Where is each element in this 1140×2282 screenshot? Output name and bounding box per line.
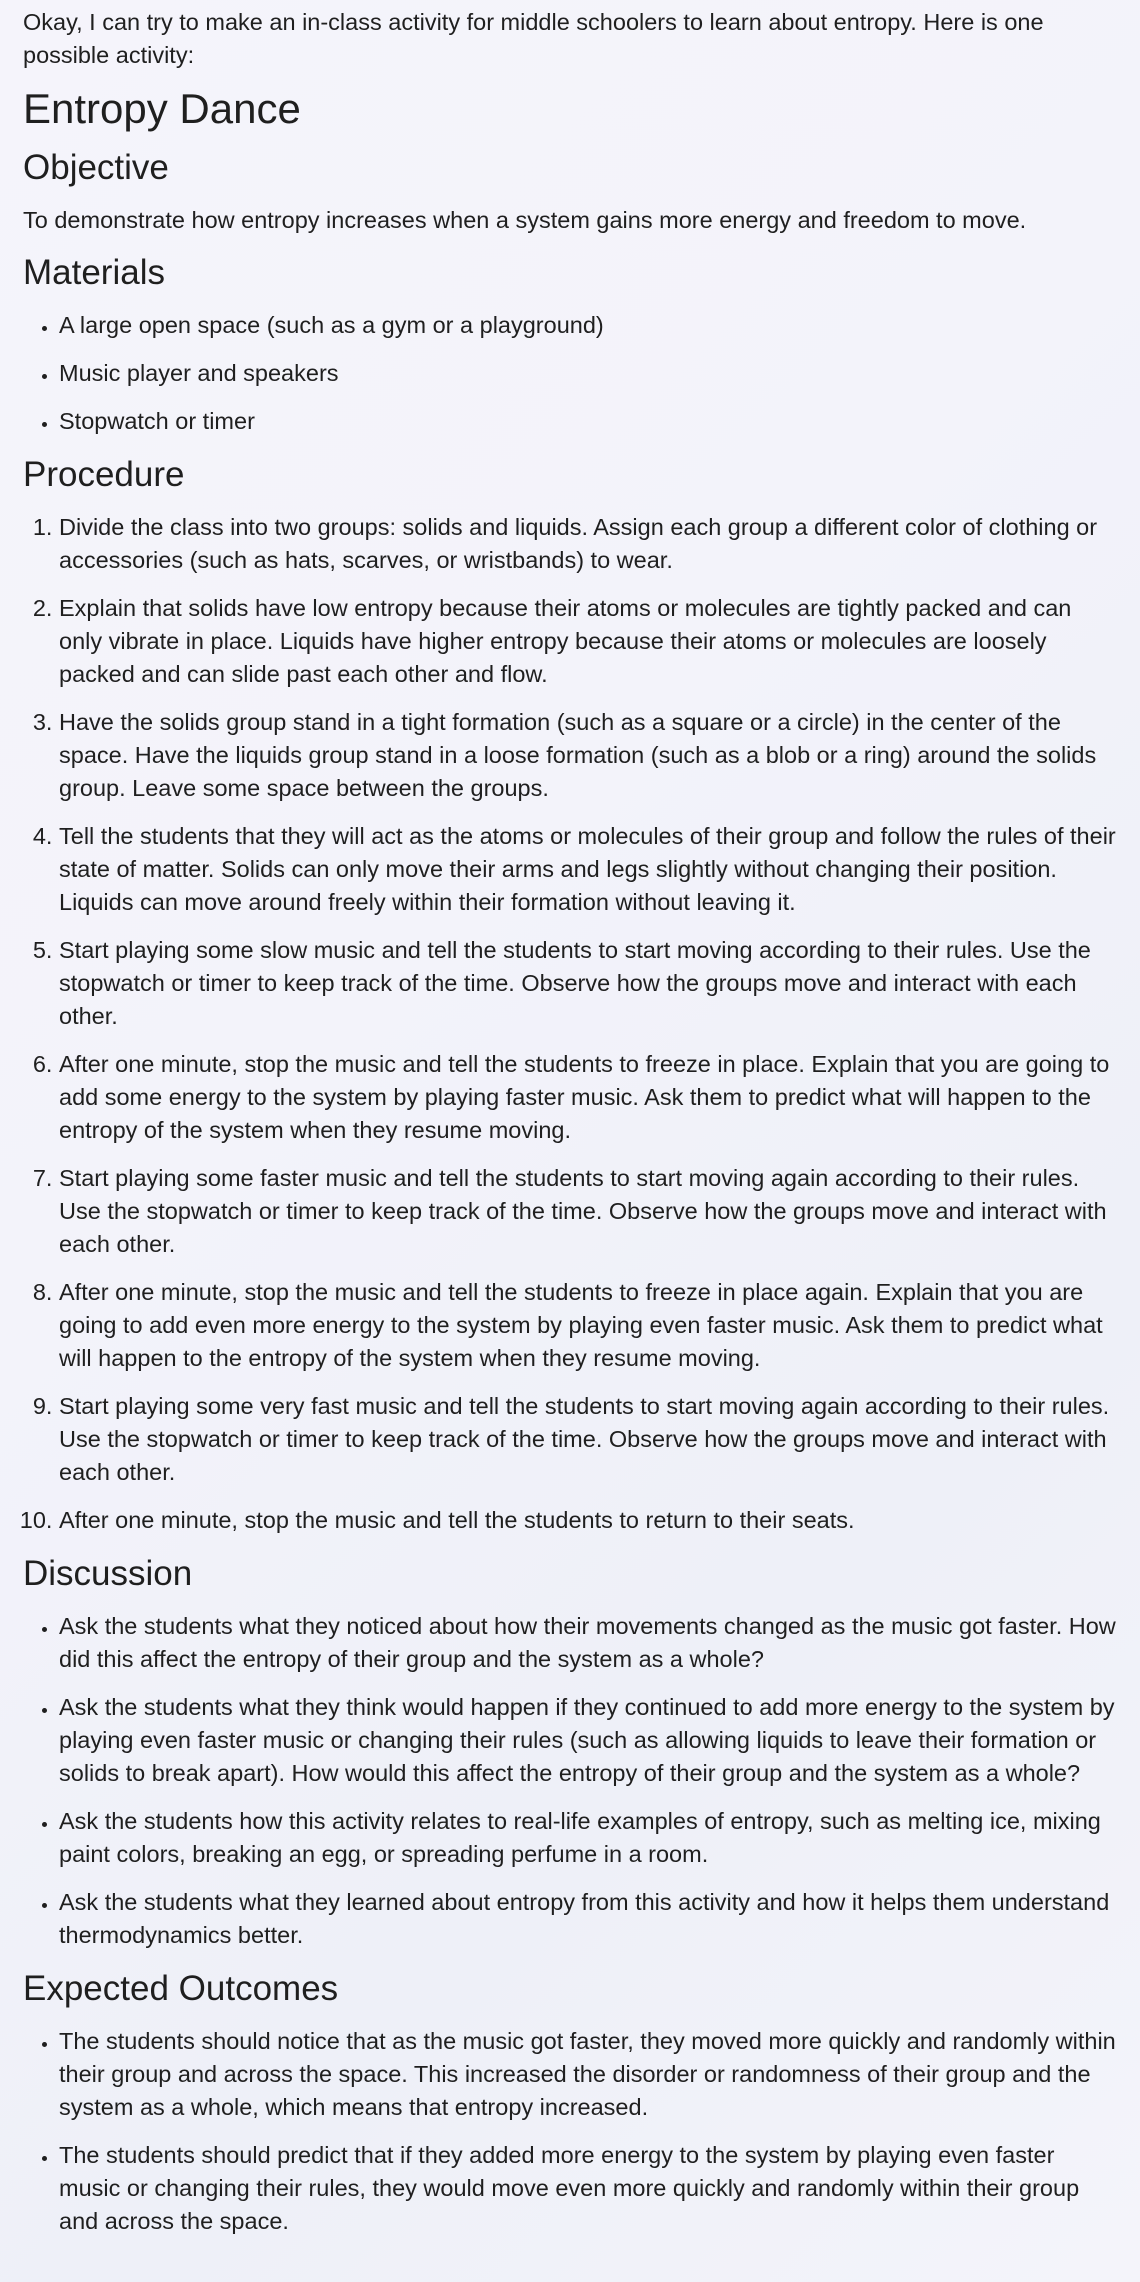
objective-text: To demonstrate how entropy increases when a system gains more energy and freedom to move. <box>23 207 1027 233</box>
objective-heading: Objective <box>23 148 169 187</box>
outcomes-list <box>23 2025 1118 2238</box>
list-item: • The students should notice that as the music got faster, they moved more quickly and randomly within their group and across the space. This increased the disorder or randomness of their group and the system as a whole, which means that entropy increased. <box>59 2025 1118 2124</box>
expected-outcomes-heading: Expected Outcomes <box>23 1969 339 2008</box>
list-item: • Stopwatch or timer <box>59 405 1118 438</box>
list-item: • A large open space (such as a gym or a playground) <box>59 309 1118 342</box>
list-item: • The students should predict that if they added more energy to the system by playing even faster music or changing their rules, they would move even more quickly and randomly within their group and across the space. <box>59 2139 1118 2238</box>
procedure-step: 6. After one minute, stop the music and tell the students to freeze in place. Explain that you are going to add some energy to the system by playing faster music. Ask them to predict what will happen to the entropy of the system when they resume moving. <box>59 1048 1118 1147</box>
procedure-step: 7. Start playing some faster music and tell the students to start moving again according to their rules. Use the stopwatch or timer to keep track of the time. Observe how the groups move and interact with each other. <box>59 1162 1118 1261</box>
procedure-list <box>23 511 1118 1537</box>
materials-heading: Materials <box>23 253 165 292</box>
discussion-heading: Discussion <box>23 1554 193 1593</box>
list-item: • Ask the students what they noticed about how their movements changed as the music got faster. How did this affect the entropy of their group and the system as a whole? <box>59 1610 1118 1676</box>
activity-title: Entropy Dance <box>23 85 301 132</box>
procedure-step: 9. Start playing some very fast music and tell the students to start moving again according to their rules. Use the stopwatch or timer to keep track of the time. Observe how the groups move and interact with each other. <box>59 1390 1118 1489</box>
discussion-list <box>23 1610 1118 1952</box>
procedure-heading: Procedure <box>23 455 185 494</box>
procedure-step: 2. Explain that solids have low entropy because their atoms or molecules are tightly packed and can only vibrate in place. Liquids have higher entropy because their atoms or molecules are loosely packed and can slide past each other and flow. <box>59 592 1118 691</box>
procedure-step: 10. After one minute, stop the music and tell the students to return to their seats. <box>59 1504 1118 1537</box>
procedure-step: 1. Divide the class into two groups: solids and liquids. Assign each group a different color of clothing or accessories (such as hats, scarves, or wristbands) to wear. <box>59 511 1118 577</box>
materials-list <box>23 309 1118 438</box>
procedure-step: 5. Start playing some slow music and tell the students to start moving according to their rules. Use the stopwatch or timer to keep track of the time. Observe how the groups move and interact with each other. <box>59 934 1118 1033</box>
list-item: • Ask the students what they learned about entropy from this activity and how it helps them understand thermodynamics better. <box>59 1886 1118 1952</box>
procedure-step: 3. Have the solids group stand in a tight formation (such as a square or a circle) in the center of the space. Have the liquids group stand in a loose formation (such as a blob or a ring) around the solids group. Leave some space between the groups. <box>59 706 1118 805</box>
list-item: • Ask the students what they think would happen if they continued to add more energy to the system by playing even faster music or changing their rules (such as allowing liquids to leave their formation or solids to break apart). How would this affect the entropy of their group and the system as a whole? <box>59 1691 1118 1790</box>
procedure-step: 4. Tell the students that they will act as the atoms or molecules of their group and follow the rules of their state of matter. Solids can only move their arms and legs slightly without changing their position. Liquids can move around freely within their formation without leaving it. <box>59 820 1118 919</box>
list-item: • Ask the students how this activity relates to real-life examples of entropy, such as melting ice, mixing paint colors, breaking an egg, or spreading perfume in a room. <box>59 1805 1118 1871</box>
intro-text: Okay, I can try to make an in-class activity for middle schoolers to learn about entropy. Here is one possible activity: <box>23 9 1044 68</box>
procedure-step: 8. After one minute, stop the music and tell the students to freeze in place again. Explain that you are going to add even more energy to the system by playing even faster music. Ask them to predict what will happen to the entropy of the system when they resume moving. <box>59 1276 1118 1375</box>
list-item: • Music player and speakers <box>59 357 1118 390</box>
